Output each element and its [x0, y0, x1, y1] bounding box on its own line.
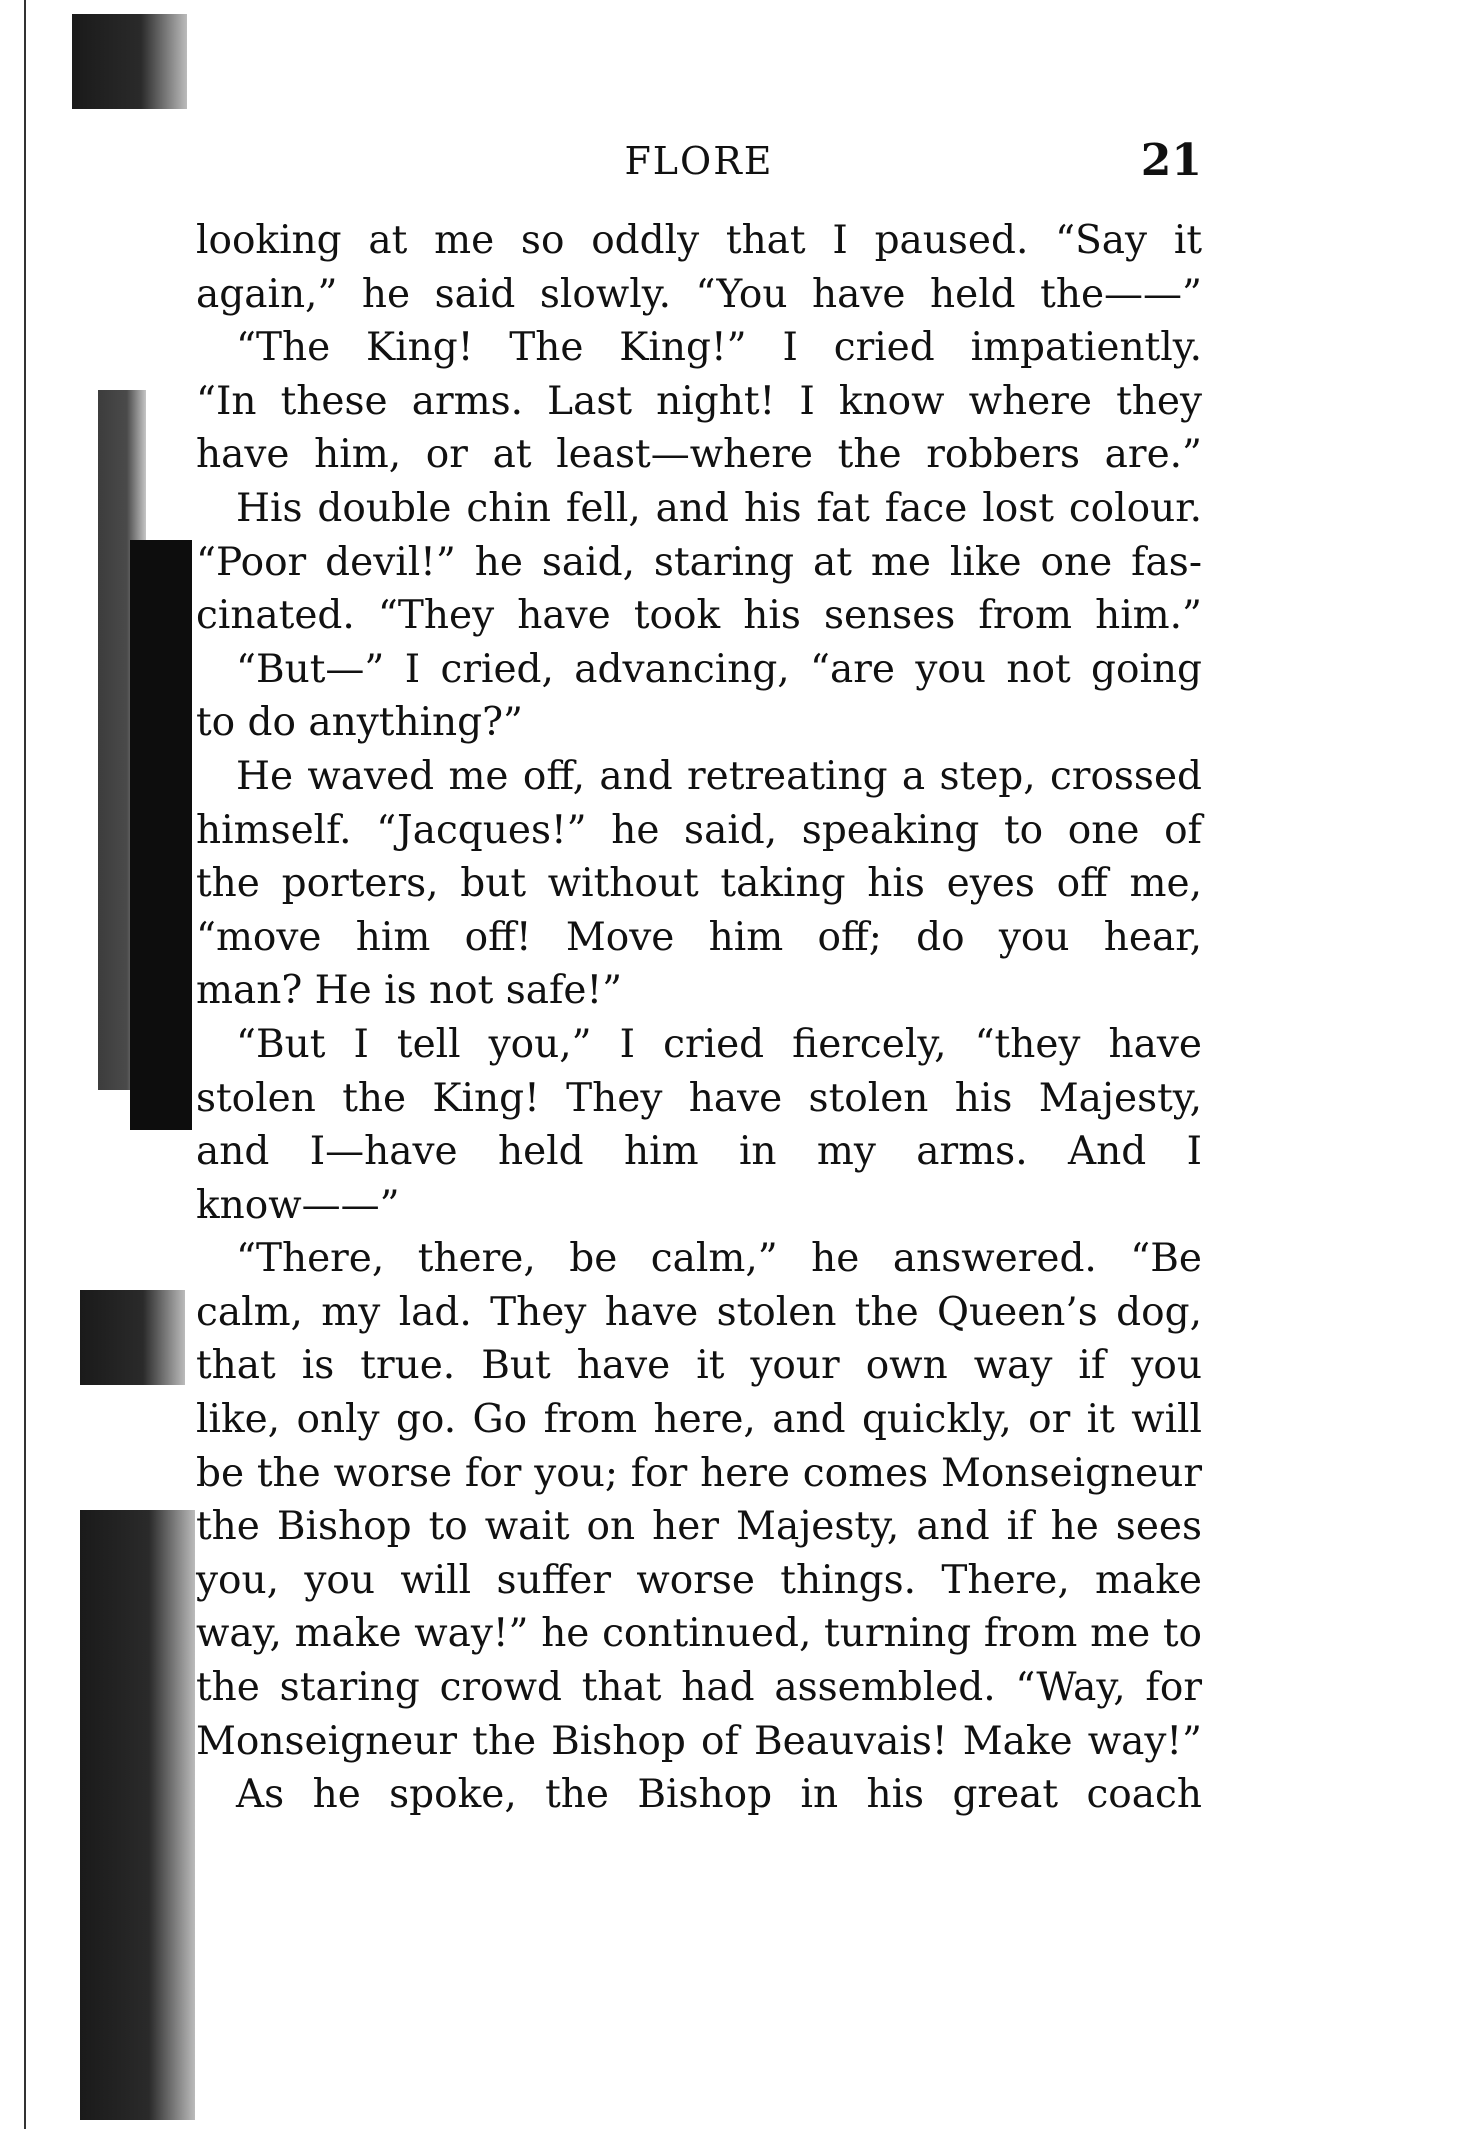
text-line: “Poor devil!” he said, staring at me like one fas- — [196, 539, 1202, 585]
scan-smudge-lower — [80, 1290, 185, 1385]
text-line: himself. “Jacques!” he said, speaking to one of — [196, 807, 1202, 853]
text-line: As he spoke, the Bishop in his great coach — [236, 1772, 1202, 1818]
text-line: know——” — [196, 1182, 400, 1228]
text-line: way, make way!” he continued, turning from me to — [196, 1611, 1202, 1657]
page-number: 21 — [1140, 135, 1202, 186]
page-edge-line — [24, 0, 26, 2129]
text-line: and I—have held him in my arms. And I — [196, 1129, 1202, 1175]
text-line: the staring crowd that had assembled. “Way, for — [196, 1665, 1202, 1711]
text-line: man? He is not safe!” — [196, 968, 623, 1014]
text-line: the Bishop to wait on her Majesty, and if he sees — [196, 1504, 1202, 1550]
text-line: “There, there, be calm,” he answered. “Be — [236, 1236, 1202, 1282]
text-line: He waved me off, and retreating a step, crossed — [236, 753, 1202, 799]
scan-smudge-bottom — [80, 1510, 195, 2120]
scan-smudge-top — [72, 14, 187, 109]
text-line: the porters, but without taking his eyes off me, — [196, 861, 1202, 907]
text-line: that is true. But have it your own way if you — [196, 1343, 1202, 1389]
text-line: “In these arms. Last night! I know where they — [196, 378, 1202, 424]
text-line: “But I tell you,” I cried fiercely, “they have — [236, 1021, 1202, 1067]
text-line: stolen the King! They have stolen his Majesty, — [196, 1075, 1202, 1121]
text-line: like, only go. Go from here, and quickly, or it will — [196, 1397, 1202, 1443]
text-line: His double chin fell, and his fat face lost colour. — [236, 485, 1202, 531]
text-line: have him, or at least—where the robbers are.” — [196, 432, 1202, 478]
text-line: calm, my lad. They have stolen the Queen’s dog, — [196, 1289, 1202, 1335]
text-line: you, you will suffer worse things. There, make — [196, 1557, 1202, 1603]
scan-smudge-band — [130, 540, 192, 1130]
running-head-title: FLORE — [624, 139, 774, 183]
text-line: again,” he said slowly. “You have held the——” — [196, 271, 1202, 317]
text-line: be the worse for you; for here comes Monseigneur — [196, 1450, 1202, 1496]
text-line: “The King! The King!” I cried impatiently. — [236, 325, 1202, 371]
text-line: Monseigneur the Bishop of Beauvais! Make way!” — [196, 1718, 1202, 1764]
running-head — [196, 135, 1202, 195]
text-line: “move him off! Move him off; do you hear, — [196, 914, 1202, 960]
body-text — [196, 214, 1202, 1822]
text-line: “But—” I cried, advancing, “are you not going — [236, 646, 1202, 692]
text-line: to do anything?” — [196, 700, 523, 746]
text-line: cinated. “They have took his senses from him.” — [196, 593, 1202, 639]
text-line: looking at me so oddly that I paused. “Say it — [196, 218, 1202, 263]
